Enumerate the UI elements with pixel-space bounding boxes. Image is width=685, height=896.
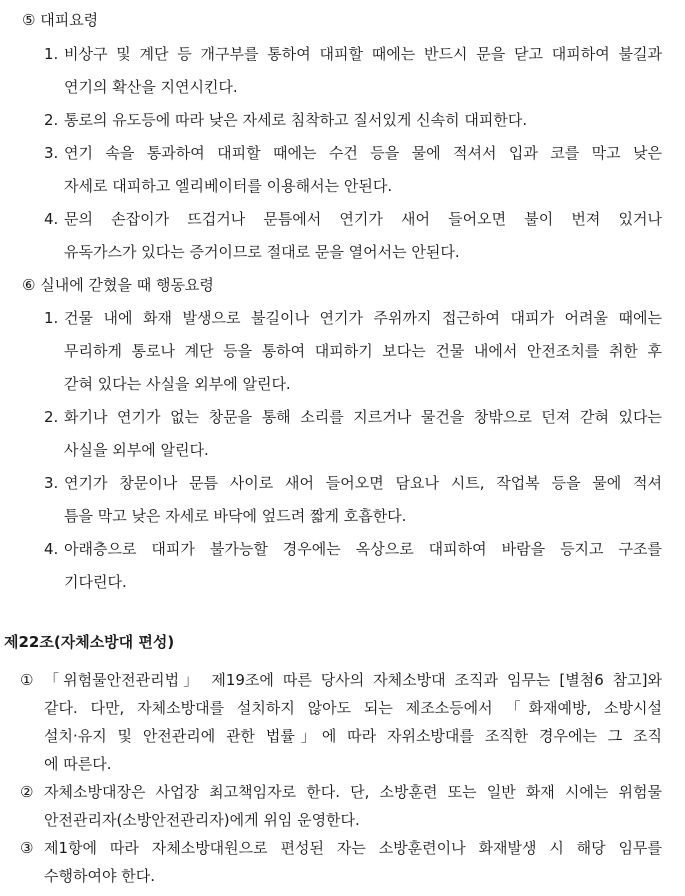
item-number: 1. [44, 45, 59, 63]
clause-text-line: 수행하여야 한다. [44, 867, 155, 885]
item-text-line: 연기 속을 통과하여 대피할 때에는 수건 등을 물에 적셔서 입과 코를 막고 낮은 [64, 144, 662, 162]
item-number: 2. [44, 408, 59, 426]
section-heading-trapped-indoors: ⑥ 실내에 갇혔을 때 행동요령 [22, 276, 214, 294]
item-text-line: 갇혀 있다는 사실을 외부에 알린다. [64, 375, 291, 393]
item-number: 3. [44, 144, 59, 162]
clause-text-line: 안전관리자(소방안전관리자)에게 위임 운영한다. [44, 811, 360, 829]
item-number: 4. [44, 210, 59, 228]
clause-text-line: 제1항에 따라 자체소방대원으로 편성된 자는 소방훈련이나 화재발생 시 해당 임무를 [44, 839, 662, 857]
item-text-line: 틈을 막고 낮은 자세로 바닥에 엎드려 짧게 호흡한다. [64, 507, 407, 525]
item-text-line: 건물 내에 화재 발생으로 불길이나 연기가 주위까지 접근하여 대피가 어려울 때에는 [64, 309, 662, 327]
item-number: 1. [44, 309, 59, 327]
clause-number: ② [20, 783, 34, 801]
item-text-line: 비상구 및 계단 등 개구부를 통하여 대피할 때에는 반드시 문을 닫고 대피하여 불길과 [64, 45, 662, 63]
item-number: 3. [44, 474, 59, 492]
section-heading-evacuation: ⑤ 대피요령 [22, 11, 99, 29]
item-text-line: 연기의 확산을 지연시킨다. [64, 78, 238, 96]
clause-text-line: 같다. 다만, 자체소방대를 설치하지 않아도 되는 제조소등에서 「화재예방, 소방시설 [44, 699, 662, 717]
item-text-line: 화기나 연기가 없는 창문을 통해 소리를 지르거나 물건을 창밖으로 던져 갇혀 있다는 [64, 408, 662, 426]
item-text-line: 기다린다. [64, 573, 127, 591]
clause-number: ① [20, 671, 34, 689]
article-title: 제22조(자체소방대 편성) [4, 633, 175, 651]
item-text-line: 문의 손잡이가 뜨겁거나 문틈에서 연기가 새어 들어오면 불이 번져 있거나 [64, 210, 662, 228]
item-text-line: 자세로 대피하고 엘리베이터를 이용해서는 안된다. [64, 177, 393, 195]
item-text-line: 무리하게 통로나 계단 등을 통하여 대피하기 보다는 건물 내에서 안전조치를 취한 후 [64, 342, 662, 360]
item-number: 4. [44, 540, 59, 558]
item-text-line: 연기가 창문이나 문틈 사이로 새어 들어오면 담요나 시트, 작업복 등을 물에 적셔 [64, 474, 662, 492]
clause-text-line: 자체소방대장은 사업장 최고책임자로 한다. 단, 소방훈련 또는 일반 화재 시에는 위험물 [44, 783, 662, 801]
clause-text-line: 「위험물안전관리법」 제19조에 따른 당사의 자체소방대 조직과 임무는 [별첨6 참고]와 [44, 671, 662, 689]
item-number: 2. [44, 111, 59, 129]
item-text-line: 유독가스가 있다는 증거이므로 절대로 문을 열어서는 안된다. [64, 243, 460, 261]
clause-text-line: 에 따른다. [44, 755, 112, 773]
item-text-line: 아래층으로 대피가 불가능할 경우에는 옥상으로 대피하여 바람을 등지고 구조를 [64, 540, 662, 558]
clause-text-line: 설치·유지 및 안전관리에 관한 법률」에 따라 자위소방대를 조직한 경우에는 그 조직 [44, 727, 662, 745]
item-text-line: 사실을 외부에 알린다. [64, 441, 209, 459]
item-text-line: 통로의 유도등에 따라 낮은 자세로 침착하고 질서있게 신속히 대피한다. [64, 111, 528, 129]
clause-number: ③ [20, 839, 34, 857]
